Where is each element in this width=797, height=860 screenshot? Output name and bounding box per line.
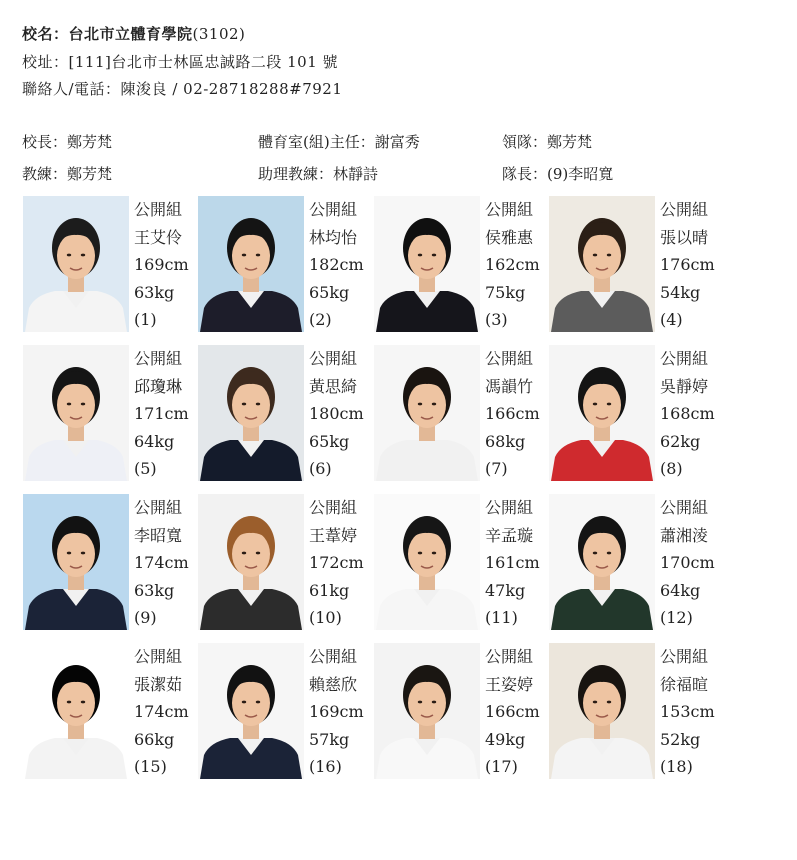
player-name: 侯雅惠 <box>485 227 534 247</box>
sports-director: 體育室(組)主任：謝富秀 <box>258 133 420 151</box>
player-name: 林均怡 <box>309 227 358 247</box>
player-card <box>23 196 195 332</box>
player-name: 黃思綺 <box>309 376 358 396</box>
player-info <box>134 643 198 781</box>
player-number: (2) <box>309 310 332 329</box>
player-number: (7) <box>485 459 508 478</box>
player-card <box>549 196 721 332</box>
player-weight: 49kg <box>485 729 526 749</box>
player-weight: 52kg <box>660 729 701 749</box>
player-card <box>549 345 721 481</box>
player-number: (15) <box>134 757 167 776</box>
player-weight: 63kg <box>134 282 175 302</box>
player-height: 166cm <box>485 702 540 721</box>
player-name: 王葦婷 <box>309 525 358 545</box>
player-height: 180cm <box>309 404 364 423</box>
player-photo <box>23 196 129 332</box>
player-number: (18) <box>660 757 693 776</box>
player-height: 182cm <box>309 255 364 274</box>
player-info <box>485 196 549 334</box>
player-name: 徐福暄 <box>660 674 709 694</box>
player-height: 162cm <box>485 255 540 274</box>
player-name: 張潔茹 <box>134 674 183 694</box>
school-contact: 聯絡人/電話：陳浚良 / 02-28718288#7921 <box>22 80 343 98</box>
player-weight: 64kg <box>660 580 701 600</box>
player-group: 公開組 <box>485 647 534 666</box>
player-group: 公開組 <box>134 200 183 219</box>
principal: 校長：鄭芳梵 <box>22 133 113 151</box>
player-info <box>660 345 724 483</box>
player-group: 公開組 <box>309 647 358 666</box>
player-photo <box>198 345 304 481</box>
player-height: 161cm <box>485 553 540 572</box>
player-weight: 65kg <box>309 282 350 302</box>
player-name: 吳靜婷 <box>660 376 709 396</box>
player-photo <box>549 494 655 630</box>
player-weight: 61kg <box>309 580 350 600</box>
player-info <box>309 643 373 781</box>
player-name: 王艾伶 <box>134 227 183 247</box>
player-height: 171cm <box>134 404 189 423</box>
player-photo <box>198 196 304 332</box>
player-info <box>134 494 198 632</box>
player-photo <box>374 643 480 779</box>
player-height: 166cm <box>485 404 540 423</box>
player-photo <box>23 643 129 779</box>
player-weight: 75kg <box>485 282 526 302</box>
player-card <box>549 643 721 779</box>
player-card <box>23 494 195 630</box>
player-number: (16) <box>309 757 342 776</box>
player-group: 公開組 <box>485 498 534 517</box>
player-number: (17) <box>485 757 518 776</box>
player-info <box>485 643 549 781</box>
player-name: 李昭寬 <box>134 525 183 545</box>
player-group: 公開組 <box>309 349 358 368</box>
player-info <box>485 494 549 632</box>
player-height: 153cm <box>660 702 715 721</box>
player-height: 169cm <box>134 255 189 274</box>
player-group: 公開組 <box>309 498 358 517</box>
player-weight: 65kg <box>309 431 350 451</box>
player-name: 辛孟璇 <box>485 525 534 545</box>
team-leader: 領隊：鄭芳梵 <box>502 133 593 151</box>
player-photo <box>374 494 480 630</box>
player-name: 王姿婷 <box>485 674 534 694</box>
player-photo <box>374 345 480 481</box>
player-number: (6) <box>309 459 332 478</box>
player-card <box>23 643 195 779</box>
player-number: (11) <box>485 608 518 627</box>
player-height: 174cm <box>134 553 189 572</box>
player-number: (9) <box>134 608 157 627</box>
assistant-coach: 助理教練：林靜詩 <box>258 165 379 183</box>
player-number: (4) <box>660 310 683 329</box>
player-group: 公開組 <box>660 647 709 666</box>
player-photo <box>23 494 129 630</box>
player-card <box>198 196 370 332</box>
player-group: 公開組 <box>309 200 358 219</box>
school-name-line <box>22 23 245 44</box>
player-name: 賴慈欣 <box>309 674 358 694</box>
player-card <box>374 643 546 779</box>
player-info <box>309 345 373 483</box>
player-info <box>660 643 724 781</box>
player-weight: 63kg <box>134 580 175 600</box>
player-group: 公開組 <box>660 498 709 517</box>
player-height: 170cm <box>660 553 715 572</box>
player-name: 馮韻竹 <box>485 376 534 396</box>
player-name: 張以晴 <box>660 227 709 247</box>
player-group: 公開組 <box>134 349 183 368</box>
player-card <box>374 345 546 481</box>
player-number: (1) <box>134 310 157 329</box>
player-info <box>485 345 549 483</box>
player-group: 公開組 <box>660 200 709 219</box>
player-weight: 57kg <box>309 729 350 749</box>
player-height: 176cm <box>660 255 715 274</box>
player-info <box>660 494 724 632</box>
player-card <box>198 643 370 779</box>
player-number: (12) <box>660 608 693 627</box>
player-card <box>198 345 370 481</box>
player-name: 蕭湘淩 <box>660 525 709 545</box>
player-info <box>134 345 198 483</box>
player-info <box>134 196 198 334</box>
player-photo <box>549 196 655 332</box>
player-group: 公開組 <box>485 200 534 219</box>
team-captain: 隊長：(9)李昭寬 <box>502 165 614 183</box>
player-info <box>309 494 373 632</box>
player-weight: 54kg <box>660 282 701 302</box>
school-address: 校址：[111]台北市士林區忠誠路二段 101 號 <box>22 53 339 71</box>
player-weight: 62kg <box>660 431 701 451</box>
player-weight: 68kg <box>485 431 526 451</box>
player-height: 172cm <box>309 553 364 572</box>
player-card <box>23 345 195 481</box>
player-photo <box>549 345 655 481</box>
player-height: 169cm <box>309 702 364 721</box>
player-height: 168cm <box>660 404 715 423</box>
player-card <box>198 494 370 630</box>
player-photo <box>374 196 480 332</box>
player-number: (3) <box>485 310 508 329</box>
player-height: 174cm <box>134 702 189 721</box>
player-weight: 64kg <box>134 431 175 451</box>
player-info <box>309 196 373 334</box>
player-group: 公開組 <box>134 498 183 517</box>
player-name: 邱瓊琳 <box>134 376 183 396</box>
player-number: (8) <box>660 459 683 478</box>
school-name: 台北市立體育學院 <box>68 25 193 43</box>
player-card <box>374 494 546 630</box>
player-group: 公開組 <box>134 647 183 666</box>
player-card <box>374 196 546 332</box>
player-number: (5) <box>134 459 157 478</box>
coach: 教練：鄭芳梵 <box>22 165 113 183</box>
player-photo <box>198 494 304 630</box>
player-weight: 66kg <box>134 729 175 749</box>
player-card <box>549 494 721 630</box>
school-code: (3102) <box>192 25 246 43</box>
player-number: (10) <box>309 608 342 627</box>
player-group: 公開組 <box>660 349 709 368</box>
player-weight: 47kg <box>485 580 526 600</box>
player-photo <box>23 345 129 481</box>
player-info <box>660 196 724 334</box>
player-group: 公開組 <box>485 349 534 368</box>
school-name-label: 校名： <box>22 25 69 43</box>
player-photo <box>198 643 304 779</box>
player-photo <box>549 643 655 779</box>
